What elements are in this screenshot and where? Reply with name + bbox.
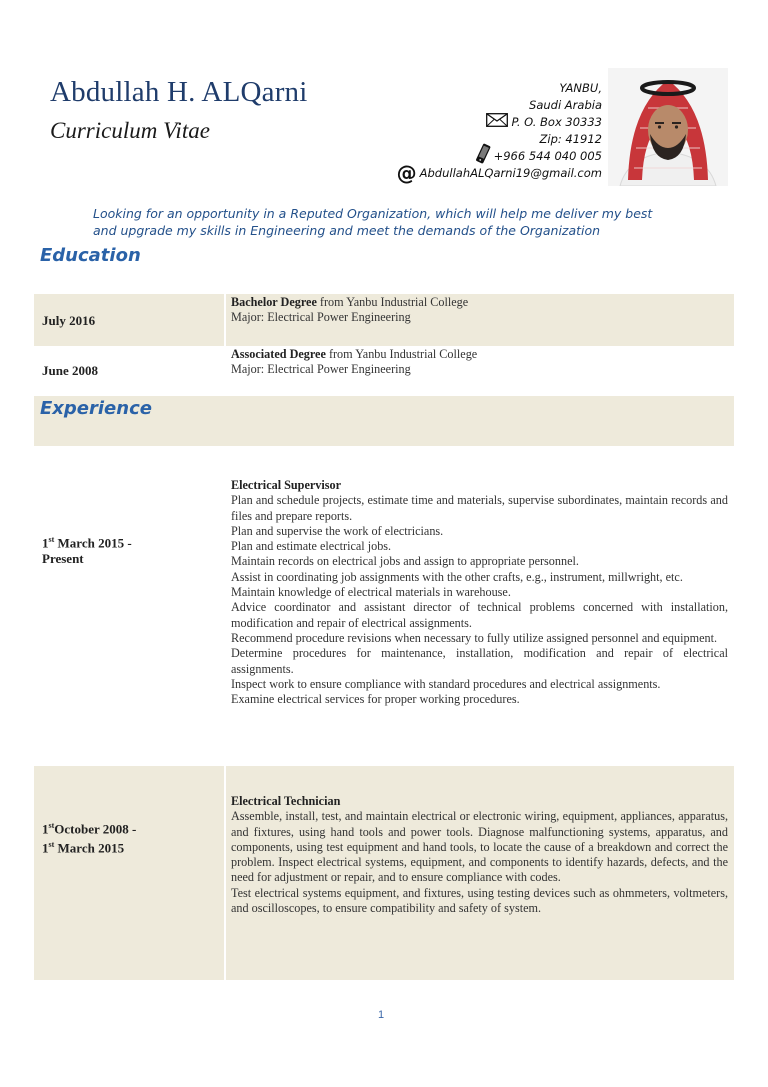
duty: Examine electrical services for proper working procedures. [231,692,520,707]
education-detail [231,295,728,326]
job-detail [231,794,728,916]
contact-phone: +966 544 040 005 [493,149,602,163]
job-detail [231,478,728,707]
profile-photo [608,68,728,186]
education-heading: Education [40,245,141,266]
contact-email: AbdullahALQarni19@gmail.com [419,166,602,180]
column-divider [224,766,226,980]
experience-row [34,766,734,980]
job-title: Electrical Technician [231,794,341,808]
duty: Maintain records on electrical jobs and assign to appropriate personnel. [231,554,579,569]
duty: Advice coordinator and assistant director of technical problems concerned with installation, modification and repair of electrical assignments. [231,600,728,630]
institution: from Yanbu Industrial College [316,295,469,309]
column-divider [224,294,226,346]
duty: Plan and supervise the work of electricians. [231,523,444,538]
major: Major: Electrical Power Engineering [231,362,411,377]
degree-name: Bachelor Degree [231,295,317,309]
education-date: June 2008 [42,363,98,378]
duty: Plan and estimate electrical jobs. [231,539,392,554]
experience-heading-band [34,396,734,446]
contact-country: Saudi Arabia [529,98,602,112]
contact-block [342,80,602,185]
institution: from Yanbu Industrial College [325,347,478,361]
objective-line-1: Looking for an opportunity in a Reputed Organization, which will help me deliver my best [93,206,653,221]
education-date: July 2016 [42,313,96,328]
contact-zip: Zip: 41912 [539,132,602,146]
contact-phone-row [342,148,602,165]
job-description: Assemble, install, test, and maintain electrical or electronic wiring, equipment, appliances, apparatus, and fixtures, using hand tools and power tools. Diagnose malfunctioning systems, apparatus, and components, using test equipment and hand tools, to locate the cause of a breakdown and correct the problem. Inspect electrical systems, equipment, and components to identify hazards, defects, and the need for adjustment or repair, and to ensure compliance with codes. [231,809,728,885]
contact-city: YANBU, [559,81,602,95]
duty: Assist in coordinating job assignments with the other crafts, e.g., instrument, millwright, etc. [231,569,683,584]
contact-email-row [342,161,602,185]
major: Major: Electrical Power Engineering [231,310,411,325]
education-row [34,346,734,396]
job-date: 1st March 2015 - Present [42,535,132,567]
at-sign-icon: @ [396,161,417,185]
page-number: 1 [378,1009,385,1021]
duty: Inspect work to ensure compliance with standard procedures and electrical assignments. [231,676,661,691]
job-date: 1stOctober 2008 - 1st March 2015 [42,821,137,856]
job-description: Test electrical systems equipment, and fixtures, using testing devices such as ohmmeters, voltmeters, and oscilloscopes, to ensure compatibility and safety of system. [231,885,728,916]
education-detail [231,347,728,378]
education-row [34,294,734,346]
envelope-icon [486,113,508,132]
objective-line-2: and upgrade my skills in Engineering and meet the demands of the Organization [93,223,601,238]
experience-heading: Experience [40,398,152,419]
contact-po-box-row [342,114,602,131]
duty: Plan and schedule projects, estimate time and materials, supervise subordinates, maintain records and files and prepare reports. [231,493,728,523]
degree-name: Associated Degree [231,347,326,361]
duty: Maintain knowledge of electrical materials in warehouse. [231,585,511,600]
experience-row [34,446,734,766]
candidate-name: Abdullah H. ALQarni [50,76,308,108]
contact-po-box: P. O. Box 30333 [511,115,602,129]
job-title: Electrical Supervisor [231,478,342,492]
career-objective [93,205,693,239]
document-subtitle: Curriculum Vitae [50,118,210,143]
duty: Recommend procedure revisions when necessary to fully utilize assigned personnel and equipment. [231,630,718,645]
duty: Determine procedures for maintenance, installation, modification and repair of electrical assignments. [231,646,728,676]
